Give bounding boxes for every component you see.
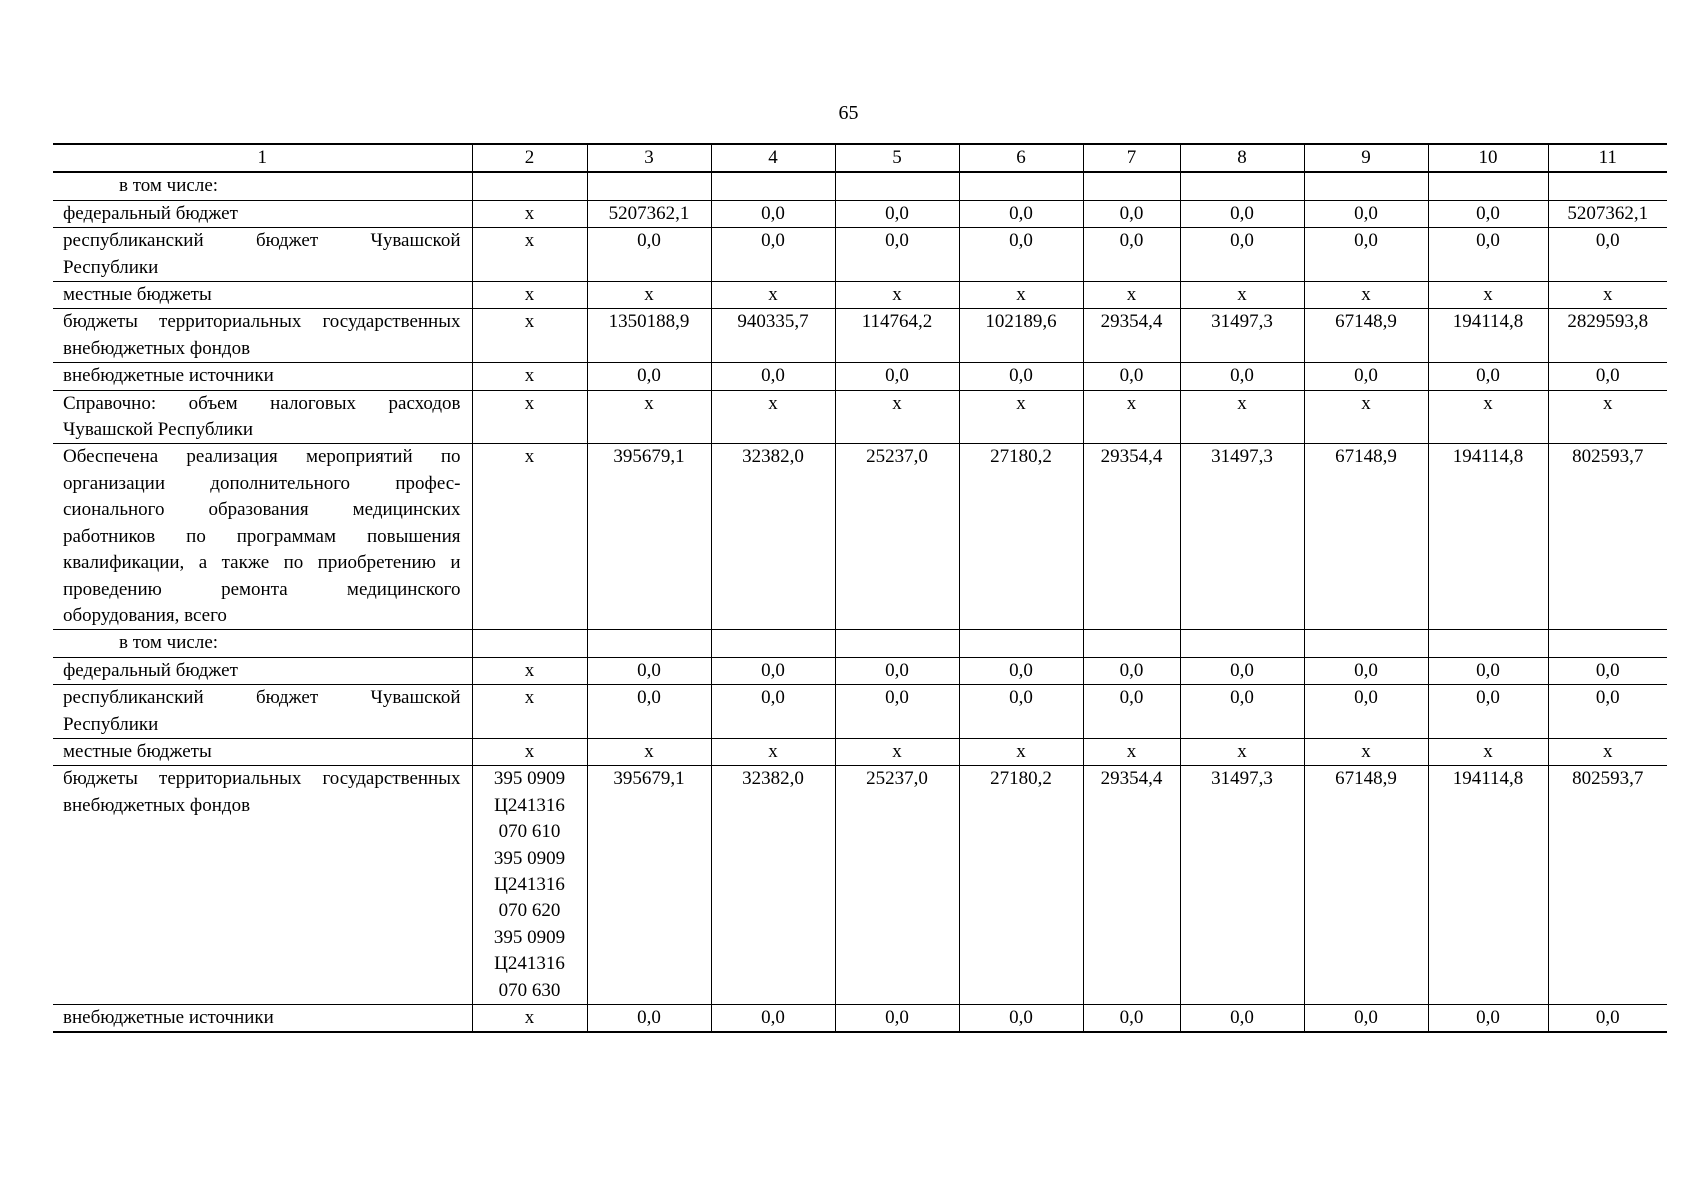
value-cell: 0,0 [835, 200, 959, 227]
value-cell: х [959, 390, 1083, 444]
value-cell: 0,0 [587, 657, 711, 684]
value-cell: х [835, 282, 959, 309]
value-cell [1083, 630, 1180, 657]
table-row [53, 309, 1667, 363]
value-cell [1548, 630, 1667, 657]
value-cell [711, 630, 835, 657]
value-cell: 0,0 [1180, 685, 1304, 739]
value-cell: 194114,8 [1428, 309, 1548, 363]
value-cell: 0,0 [1428, 1005, 1548, 1033]
table-row [53, 363, 1667, 390]
value-cell: 395679,1 [587, 766, 711, 1005]
value-cell [587, 630, 711, 657]
value-cell: 0,0 [959, 685, 1083, 739]
value-cell: 27180,2 [959, 444, 1083, 630]
budget-code-cell: х [472, 309, 587, 363]
value-cell: 0,0 [1548, 363, 1667, 390]
budget-code-cell: х [472, 685, 587, 739]
budget-code-line: Ц241316 [494, 873, 565, 895]
value-cell: 194114,8 [1428, 766, 1548, 1005]
column-header: 11 [1548, 144, 1667, 172]
value-cell [959, 172, 1083, 200]
value-cell: 67148,9 [1304, 309, 1428, 363]
value-cell: 0,0 [1428, 200, 1548, 227]
row-label: Справочно: объем налоговых расходов Чувашской Республики [53, 390, 472, 444]
value-cell: 0,0 [1548, 228, 1667, 282]
row-label: внебюджетные источники [53, 1005, 472, 1033]
value-cell: 940335,7 [711, 309, 835, 363]
budget-code-cell [472, 172, 587, 200]
value-cell: х [1180, 282, 1304, 309]
page-number: 65 [838, 102, 859, 124]
value-cell: 67148,9 [1304, 766, 1428, 1005]
value-cell: 29354,4 [1083, 766, 1180, 1005]
value-cell: 114764,2 [835, 309, 959, 363]
value-cell: 5207362,1 [1548, 200, 1667, 227]
value-cell: х [959, 738, 1083, 765]
budget-code-line: 395 0909 [493, 768, 566, 790]
value-cell [1548, 172, 1667, 200]
budget-code-cell [472, 630, 587, 657]
budget-code-cell: х [472, 200, 587, 227]
value-cell: 0,0 [587, 363, 711, 390]
value-cell: 27180,2 [959, 766, 1083, 1005]
value-cell: 0,0 [959, 363, 1083, 390]
value-cell: х [1083, 282, 1180, 309]
value-cell: х [1548, 282, 1667, 309]
value-cell: 0,0 [711, 657, 835, 684]
value-cell: 0,0 [1180, 228, 1304, 282]
table-row [53, 200, 1667, 227]
row-label: в том числе: [53, 172, 472, 200]
value-cell: х [1083, 390, 1180, 444]
value-cell: 29354,4 [1083, 309, 1180, 363]
value-cell: 0,0 [587, 685, 711, 739]
value-cell [711, 172, 835, 200]
value-cell: 5207362,1 [587, 200, 711, 227]
value-cell: 0,0 [959, 657, 1083, 684]
value-cell: 0,0 [711, 228, 835, 282]
budget-code-cell: х [472, 390, 587, 444]
value-cell: 0,0 [1304, 1005, 1428, 1033]
value-cell: 0,0 [1083, 685, 1180, 739]
value-cell: 0,0 [1304, 363, 1428, 390]
value-cell: 0,0 [959, 1005, 1083, 1033]
table-row [53, 738, 1667, 765]
value-cell: 0,0 [587, 1005, 711, 1033]
value-cell: 0,0 [1428, 363, 1548, 390]
table-row [53, 444, 1667, 630]
value-cell [835, 172, 959, 200]
value-cell: 0,0 [1180, 1005, 1304, 1033]
value-cell: х [587, 282, 711, 309]
value-cell: 0,0 [835, 657, 959, 684]
value-cell: х [1304, 738, 1428, 765]
row-label: местные бюджеты [53, 738, 472, 765]
value-cell: 31497,3 [1180, 444, 1304, 630]
value-cell: 0,0 [1428, 685, 1548, 739]
value-cell: 25237,0 [835, 766, 959, 1005]
column-header: 10 [1428, 144, 1548, 172]
table-body [53, 144, 1667, 1032]
value-cell: 0,0 [1083, 363, 1180, 390]
budget-code-cell: х [472, 363, 587, 390]
column-header: 1 [53, 144, 472, 172]
value-cell [1180, 630, 1304, 657]
value-cell: 0,0 [1083, 200, 1180, 227]
budget-code-line: 070 610 [498, 821, 561, 843]
value-cell: х [711, 390, 835, 444]
value-cell: 31497,3 [1180, 309, 1304, 363]
column-header: 8 [1180, 144, 1304, 172]
value-cell: 0,0 [1083, 1005, 1180, 1033]
value-cell: 0,0 [835, 228, 959, 282]
row-label: республиканский бюджет Чувашской Республики [53, 685, 472, 739]
row-label: федеральный бюджет [53, 657, 472, 684]
table-row [53, 228, 1667, 282]
value-cell: 0,0 [711, 685, 835, 739]
table-row [53, 172, 1667, 200]
value-cell: 0,0 [1304, 228, 1428, 282]
value-cell: 0,0 [711, 200, 835, 227]
value-cell [1304, 630, 1428, 657]
column-header: 3 [587, 144, 711, 172]
table-row [53, 766, 1667, 1005]
value-cell: 395679,1 [587, 444, 711, 630]
value-cell [1428, 630, 1548, 657]
value-cell: 0,0 [1548, 1005, 1667, 1033]
column-header: 2 [472, 144, 587, 172]
budget-code-line: Ц241316 [494, 953, 565, 975]
budget-code-line: 070 630 [498, 979, 561, 1001]
budget-code-cell: х [472, 657, 587, 684]
value-cell: 102189,6 [959, 309, 1083, 363]
value-cell: х [1428, 390, 1548, 444]
budget-code-line: 395 0909 [493, 926, 566, 948]
budget-code-cell: х [472, 444, 587, 630]
value-cell: 0,0 [835, 685, 959, 739]
table-row [53, 657, 1667, 684]
column-header: 9 [1304, 144, 1428, 172]
value-cell: 0,0 [587, 228, 711, 282]
value-cell: 31497,3 [1180, 766, 1304, 1005]
budget-code-line: 070 620 [498, 900, 561, 922]
budget-code-line: 395 0909 [493, 847, 566, 869]
value-cell: 0,0 [835, 363, 959, 390]
row-label: местные бюджеты [53, 282, 472, 309]
budget-table [53, 143, 1667, 1033]
value-cell: х [1083, 738, 1180, 765]
value-cell: 802593,7 [1548, 444, 1667, 630]
value-cell: х [1548, 738, 1667, 765]
value-cell: 0,0 [1428, 657, 1548, 684]
table-row [53, 282, 1667, 309]
value-cell: 0,0 [1304, 200, 1428, 227]
value-cell: 1350188,9 [587, 309, 711, 363]
value-cell [1428, 172, 1548, 200]
row-label: в том числе: [53, 630, 472, 657]
table-row [53, 630, 1667, 657]
value-cell: 0,0 [1304, 685, 1428, 739]
value-cell: 0,0 [711, 1005, 835, 1033]
value-cell: 2829593,8 [1548, 309, 1667, 363]
value-cell: х [835, 390, 959, 444]
value-cell: 0,0 [1180, 363, 1304, 390]
row-label: республиканский бюджет Чувашской Республики [53, 228, 472, 282]
value-cell: 0,0 [1083, 228, 1180, 282]
value-cell: 0,0 [1304, 657, 1428, 684]
value-cell [959, 630, 1083, 657]
value-cell: 0,0 [1548, 685, 1667, 739]
value-cell: х [1304, 390, 1428, 444]
column-header: 4 [711, 144, 835, 172]
value-cell: 0,0 [711, 363, 835, 390]
row-label: внебюджетные источники [53, 363, 472, 390]
row-label: Обеспечена реализация мероприятий по организации дополнительного профессионального образования медицинских работников по программам повышения квалификации, а также по приобретению и проведению ремонта медицинского оборудования, всего [53, 444, 472, 630]
value-cell: 29354,4 [1083, 444, 1180, 630]
column-header: 5 [835, 144, 959, 172]
budget-code-cell [472, 766, 587, 1005]
value-cell: х [1304, 282, 1428, 309]
value-cell: 0,0 [1083, 657, 1180, 684]
value-cell: 32382,0 [711, 766, 835, 1005]
value-cell: х [1428, 738, 1548, 765]
value-cell: х [959, 282, 1083, 309]
table-row [53, 685, 1667, 739]
value-cell [835, 630, 959, 657]
value-cell: х [835, 738, 959, 765]
value-cell: 25237,0 [835, 444, 959, 630]
value-cell: х [711, 738, 835, 765]
value-cell: 0,0 [1180, 200, 1304, 227]
budget-code-line: Ц241316 [494, 794, 565, 816]
value-cell: 0,0 [1180, 657, 1304, 684]
value-cell [1083, 172, 1180, 200]
column-header: 6 [959, 144, 1083, 172]
value-cell: х [1428, 282, 1548, 309]
value-cell: 802593,7 [1548, 766, 1667, 1005]
budget-code-cell: х [472, 738, 587, 765]
column-header: 7 [1083, 144, 1180, 172]
value-cell [1304, 172, 1428, 200]
row-label: федеральный бюджет [53, 200, 472, 227]
table-row [53, 390, 1667, 444]
value-cell: 67148,9 [1304, 444, 1428, 630]
table-row [53, 1005, 1667, 1033]
budget-code-cell: х [472, 228, 587, 282]
value-cell: 0,0 [1548, 657, 1667, 684]
budget-code-cell: х [472, 282, 587, 309]
value-cell: 32382,0 [711, 444, 835, 630]
value-cell [1180, 172, 1304, 200]
value-cell: х [587, 390, 711, 444]
value-cell: х [1548, 390, 1667, 444]
value-cell: 194114,8 [1428, 444, 1548, 630]
value-cell: 0,0 [835, 1005, 959, 1033]
value-cell: 0,0 [959, 200, 1083, 227]
value-cell: 0,0 [959, 228, 1083, 282]
value-cell: х [587, 738, 711, 765]
value-cell [587, 172, 711, 200]
value-cell: х [711, 282, 835, 309]
budget-code-cell: х [472, 1005, 587, 1033]
value-cell: х [1180, 390, 1304, 444]
value-cell: х [1180, 738, 1304, 765]
table-header-row [53, 144, 1667, 172]
row-label: бюджеты территориальных государственных внебюджетных фондов [53, 766, 472, 1005]
value-cell: 0,0 [1428, 228, 1548, 282]
row-label: бюджеты территориальных государственных внебюджетных фондов [53, 309, 472, 363]
